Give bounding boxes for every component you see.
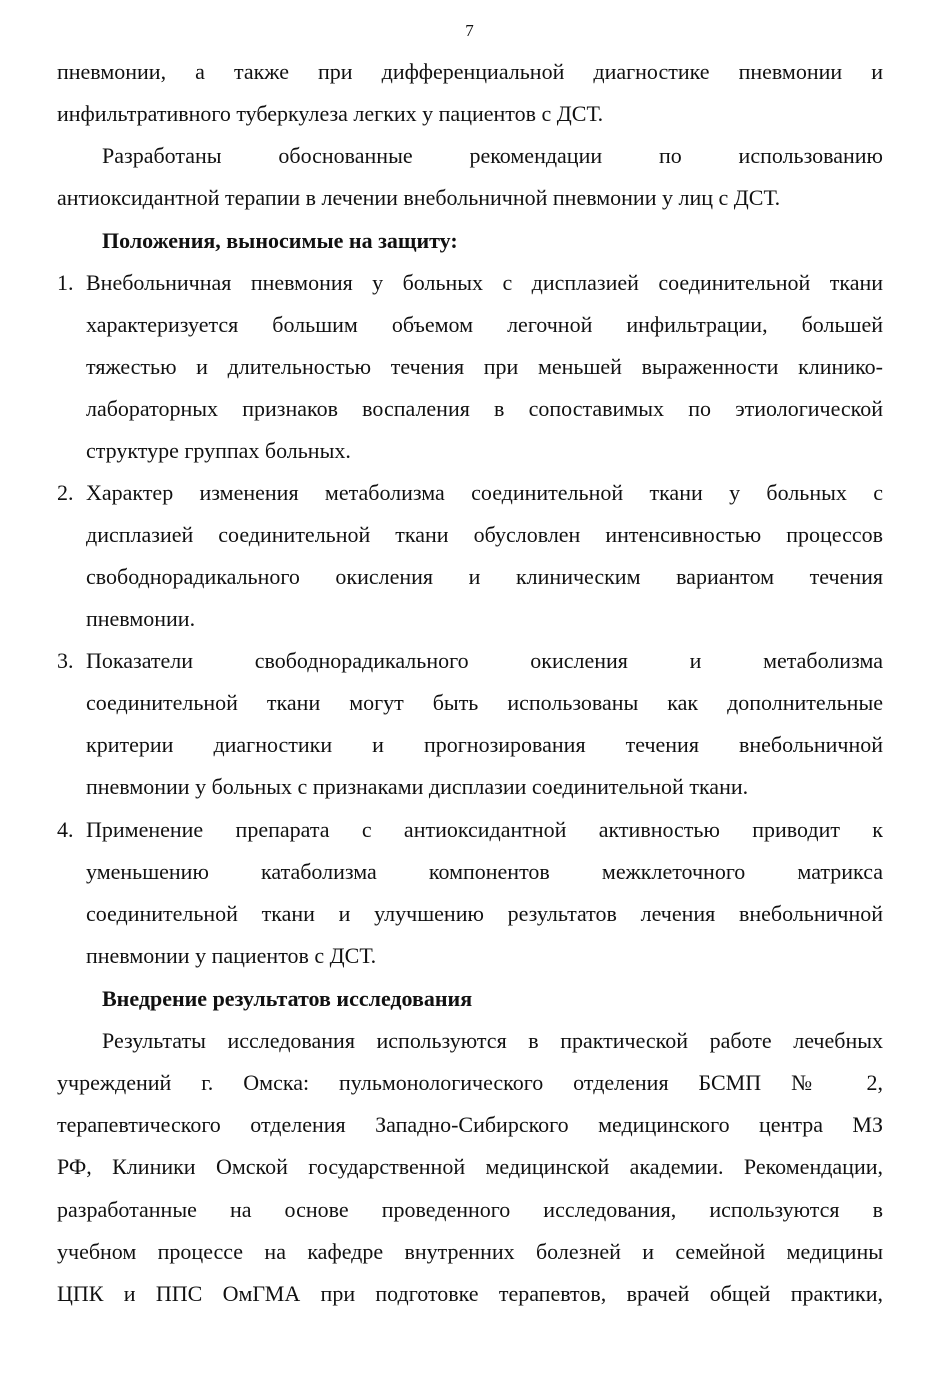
implementation-heading: Внедрение результатов исследования (102, 986, 473, 1011)
list-item-number-1: 1. (57, 270, 74, 295)
list-item-4-line-4: пневмонии у пациентов с ДСТ. (86, 943, 377, 968)
list-item-3-line-3: критерии диагностики и прогнозирования течения внебольничной (86, 732, 883, 757)
recommendations-line-2: антиоксидантной терапии в лечении внебольничной пневмонии у лиц с ДСТ. (57, 185, 781, 210)
implementation-line-5: разработанные на основе проведенного исследования, используются в (57, 1197, 883, 1222)
recommendations-line-1: Разработаны обоснованные рекомендации по использованию (102, 143, 883, 168)
page-number: 7 (465, 21, 474, 40)
implementation-line-1: Результаты исследования используются в практической работе лечебных (102, 1028, 883, 1053)
implementation-line-7: ЦПК и ППС ОмГМА при подготовке терапевтов, врачей общей практики, (57, 1281, 883, 1306)
implementation-line-3: терапевтического отделения Западно-Сибирского медицинского центра МЗ (57, 1112, 883, 1137)
list-item-1-line-3: тяжестью и длительностью течения при меньшей выраженности клинико- (86, 354, 883, 379)
list-item-1-line-5: структуре группах больных. (86, 438, 351, 463)
implementation-line-4: РФ, Клиники Омской государственной медицинской академии. Рекомендации, (57, 1154, 883, 1179)
list-item-3-line-2: соединительной ткани могут быть использованы как дополнительные (86, 690, 883, 715)
list-item-3-line-1: Показатели свободнорадикального окисления и метаболизма (86, 648, 883, 673)
list-item-4-line-3: соединительной ткани и улучшению результатов лечения внебольничной (86, 901, 883, 926)
list-item-1-line-4: лабораторных признаков воспаления в сопоставимых по этиологической (86, 396, 883, 421)
list-item-number-3: 3. (57, 648, 74, 673)
list-item-1-line-2: характеризуется большим объемом легочной инфильтрации, большей (86, 312, 883, 337)
list-item-1-line-1: Внебольничная пневмония у больных с дисплазией соединительной ткани (86, 270, 883, 295)
intro-line-1: пневмонии, а также при дифференциальной диагностике пневмонии и (57, 59, 883, 84)
intro-line-2: инфильтративного туберкулеза легких у пациентов с ДСТ. (57, 101, 604, 126)
list-item-2-line-4: пневмонии. (86, 606, 196, 631)
list-item-3-line-4: пневмонии у больных с признаками дисплазии соединительной ткани. (86, 774, 749, 799)
implementation-line-6: учебном процессе на кафедре внутренних болезней и семейной медицины (57, 1239, 883, 1264)
list-item-2-line-3: свободнорадикального окисления и клиническим вариантом течения (86, 564, 883, 589)
list-item-number-2: 2. (57, 480, 74, 505)
list-item-2-line-2: дисплазией соединительной ткани обусловлен интенсивностью процессов (86, 522, 883, 547)
list-item-4-line-2: уменьшению катаболизма компонентов межклеточного матрикса (86, 859, 883, 884)
list-item-2-line-1: Характер изменения метаболизма соединительной ткани у больных с (86, 480, 883, 505)
list-item-number-4: 4. (57, 817, 74, 842)
defense-heading: Положения, выносимые на защиту: (102, 228, 458, 253)
list-item-4-line-1: Применение препарата с антиоксидантной активностью приводит к (86, 817, 883, 842)
implementation-line-2: учреждений г. Омска: пульмонологического отделения БСМП № 2, (57, 1070, 883, 1095)
